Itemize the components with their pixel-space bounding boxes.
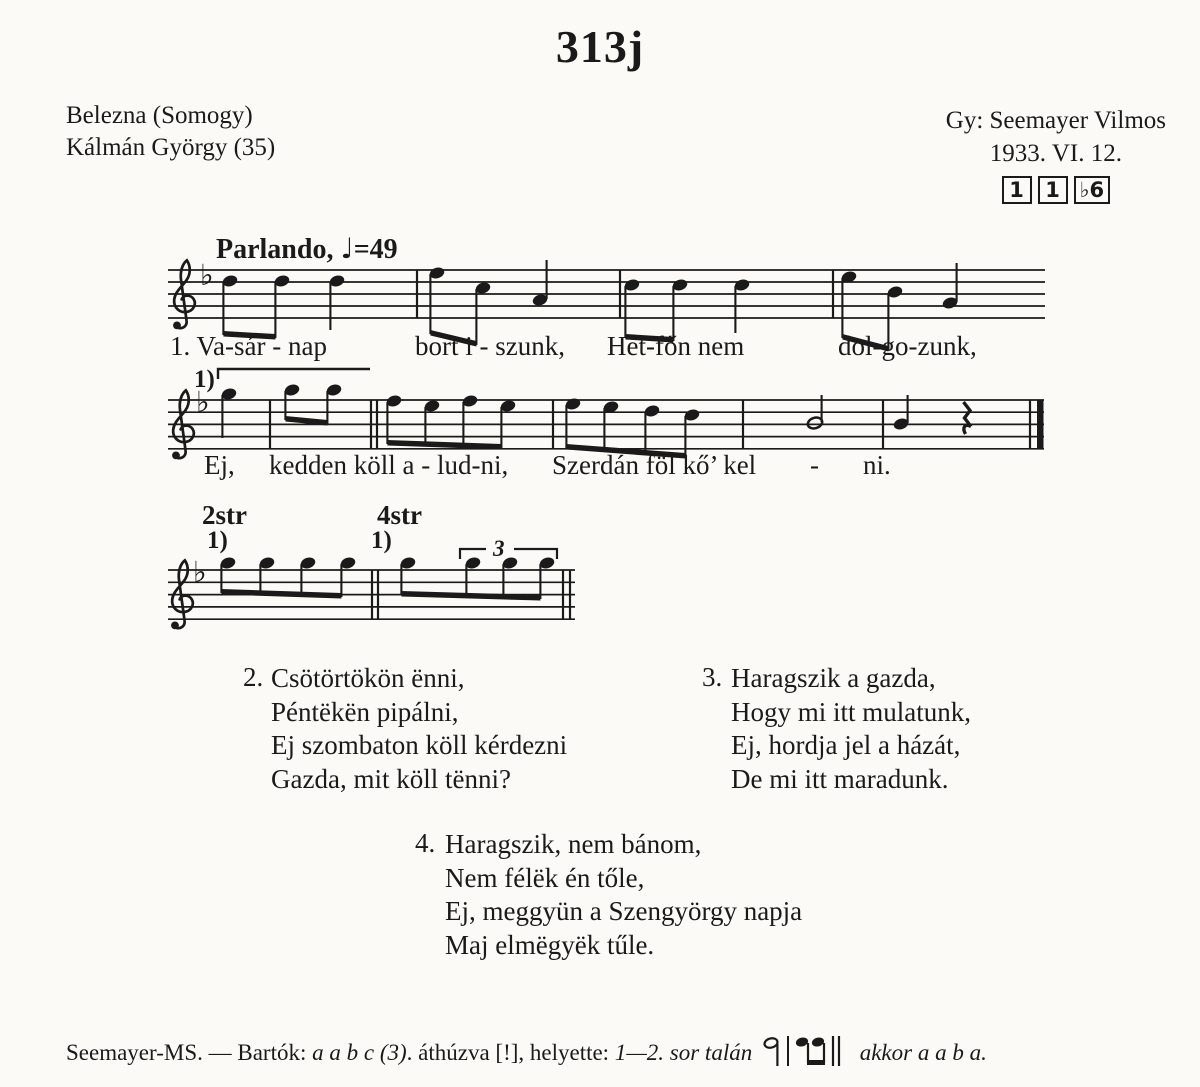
footer-text: Seemayer-MS. — Bartók: [66,1040,313,1065]
verse-line: Gazda, mit köll tënni? [271,763,511,794]
collector-info-line: 1933. VI. 12. [989,140,1122,167]
verse-line: Ej, hordja jel a házát, [731,730,961,760]
volta-bracket [218,369,370,379]
verse-number: 3. [702,662,723,692]
footer-text: . áthúzva [!], helyette: [406,1040,615,1065]
verse-number: 4. [415,828,436,858]
verse-line: Nem félëk én tőle, [445,862,645,893]
tempo-text: Parlando, [216,234,334,265]
quarter-note-icon: ♩ [340,232,354,265]
score-label: 1) [207,527,228,554]
flat-sign: ♭ [200,258,214,292]
verse-line: Haragszik a gazda, [731,663,936,693]
quarter-rest-icon [964,402,972,434]
flat-sign: ♭ [196,385,210,419]
half-note-icon [763,1037,778,1049]
lyric-segment: ni. [863,450,891,480]
verse-block [271,662,567,796]
footer-italic-text: akkor a a b a. [853,1040,987,1065]
source-info-line: Kálmán György (35) [66,134,276,161]
catalog-box: 1 [1002,176,1032,204]
page-title: 313j [555,21,645,72]
verse-number: 2. [243,662,264,692]
verse-line: De mi itt maradunk. [731,763,949,794]
verse-line: Ej, meggyün a Szengyörgy napja [445,896,803,926]
footer-italic-text: a a b c (3) [312,1040,407,1065]
verse-line: Ej szombaton köll kérdezni [271,730,568,760]
beam [401,591,540,601]
lyric-segment: kedden köll a - lud-ni, [269,450,509,480]
score-label: 2str [202,500,247,530]
footer-note [66,1031,987,1071]
verse-block [731,662,971,796]
verse-line: Péntëkën pipálni, [271,696,459,727]
verse-line: Haragszik, nem bánom, [445,829,702,859]
flat-sign: ♭ [193,555,207,589]
final-barline [1037,400,1044,449]
lyric-segment: Hét-főn nem [607,331,745,361]
beam [807,1060,825,1065]
tuplet-bracket [460,549,557,559]
verse-line: Csötörtökön ënni, [271,663,465,693]
lyric-segment: - [810,450,819,480]
beam [221,589,341,599]
lyric-segment: Ej, [204,450,235,480]
catalog-box: 1 [1038,176,1068,204]
collector-info-line: Gy: Seemayer Vilmos [945,107,1166,134]
source-info-line: Belezna (Somogy) [66,102,253,129]
notation-snippet [760,1031,852,1071]
score-label: 3 [493,536,505,561]
score-label: 4str [377,500,422,530]
score-label: 1) [194,366,215,393]
tempo-value: =49 [353,234,398,265]
lyric-segment: dol-go-zunk, [838,331,977,361]
catalog-box: ♭6 [1074,176,1111,204]
lyric-segment: 1. Va-sár - nap [170,331,327,361]
half-note-head [806,416,823,430]
verse-line: Maj elmëgyëk tűle. [445,929,655,960]
lyric-segment: Szerdán föl kő’ kel [552,450,757,480]
verse-block [445,828,802,962]
score-label: 1) [371,527,392,554]
lyric-segment: bort i - szunk, [415,331,565,361]
verse-line: Hogy mi itt mulatunk, [731,696,971,727]
footer-italic-text: 1—2. sor talán [614,1040,758,1065]
